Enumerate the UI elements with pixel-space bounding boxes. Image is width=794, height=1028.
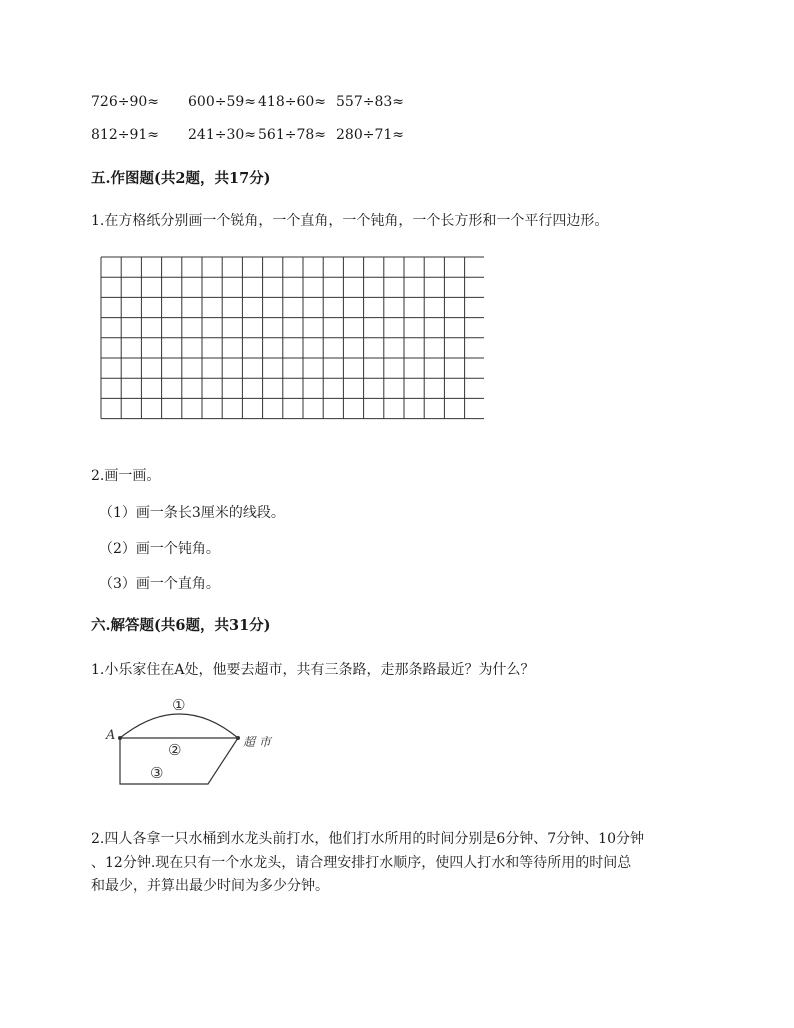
- section-5-title: 五.作图题(共2题，共17分): [91, 170, 271, 187]
- point-a-label: A: [106, 728, 116, 743]
- calc-item: 561÷78≈: [258, 127, 326, 143]
- graph-paper-grid: [100, 256, 484, 428]
- section-5-question-1: 1.在方格纸分别画一个锐角，一个直角，一个钝角，一个长方形和一个平行四边形。: [91, 213, 609, 229]
- calc-item: 812÷91≈: [91, 127, 159, 143]
- section-6-question-2-line-3: 和最少，并算出最少时间为多少分钟。: [91, 878, 329, 894]
- route-3-label: ③: [150, 764, 164, 782]
- calc-item: 726÷90≈: [91, 94, 159, 110]
- calc-row-1: [91, 94, 404, 110]
- section-6-question-2-line-2: 、12分钟.现在只有一个水龙头，请合理安排打水顺序，使四人打水和等待所用的时间总: [91, 855, 632, 871]
- supermarket-dot: [236, 736, 240, 740]
- route-1-label: ①: [172, 696, 186, 714]
- route-diagram: [100, 692, 290, 792]
- route-1-arc: [120, 714, 238, 738]
- route-2-label: ②: [168, 741, 182, 759]
- section-6-question-1: 1.小乐家住在A处，他要去超市，共有三条路，走那条路最近？为什么？: [91, 662, 535, 678]
- question-2-item-2: （2）画一个钝角。: [99, 541, 220, 557]
- calc-item: 280÷71≈: [336, 127, 404, 143]
- point-a-dot: [118, 736, 122, 740]
- calc-item: 418÷60≈: [258, 94, 326, 110]
- question-2-item-3: （3）画一个直角。: [99, 576, 220, 592]
- section-6-title: 六.解答题(共6题，共31分): [91, 617, 271, 634]
- calc-item: 557÷83≈: [336, 94, 404, 110]
- calc-item: 600÷59≈: [188, 94, 256, 110]
- section-5-question-2: 2.画一画。: [91, 468, 161, 484]
- calc-row-2: [91, 127, 404, 143]
- question-2-item-1: （1）画一条长3厘米的线段。: [99, 505, 285, 521]
- section-6-question-2-line-1: 2.四人各拿一只水桶到水龙头前打水，他们打水所用的时间分别是6分钟、7分钟、10分钟: [91, 831, 644, 847]
- calc-item: 241÷30≈: [188, 127, 256, 143]
- supermarket-label: 超 市: [243, 735, 271, 749]
